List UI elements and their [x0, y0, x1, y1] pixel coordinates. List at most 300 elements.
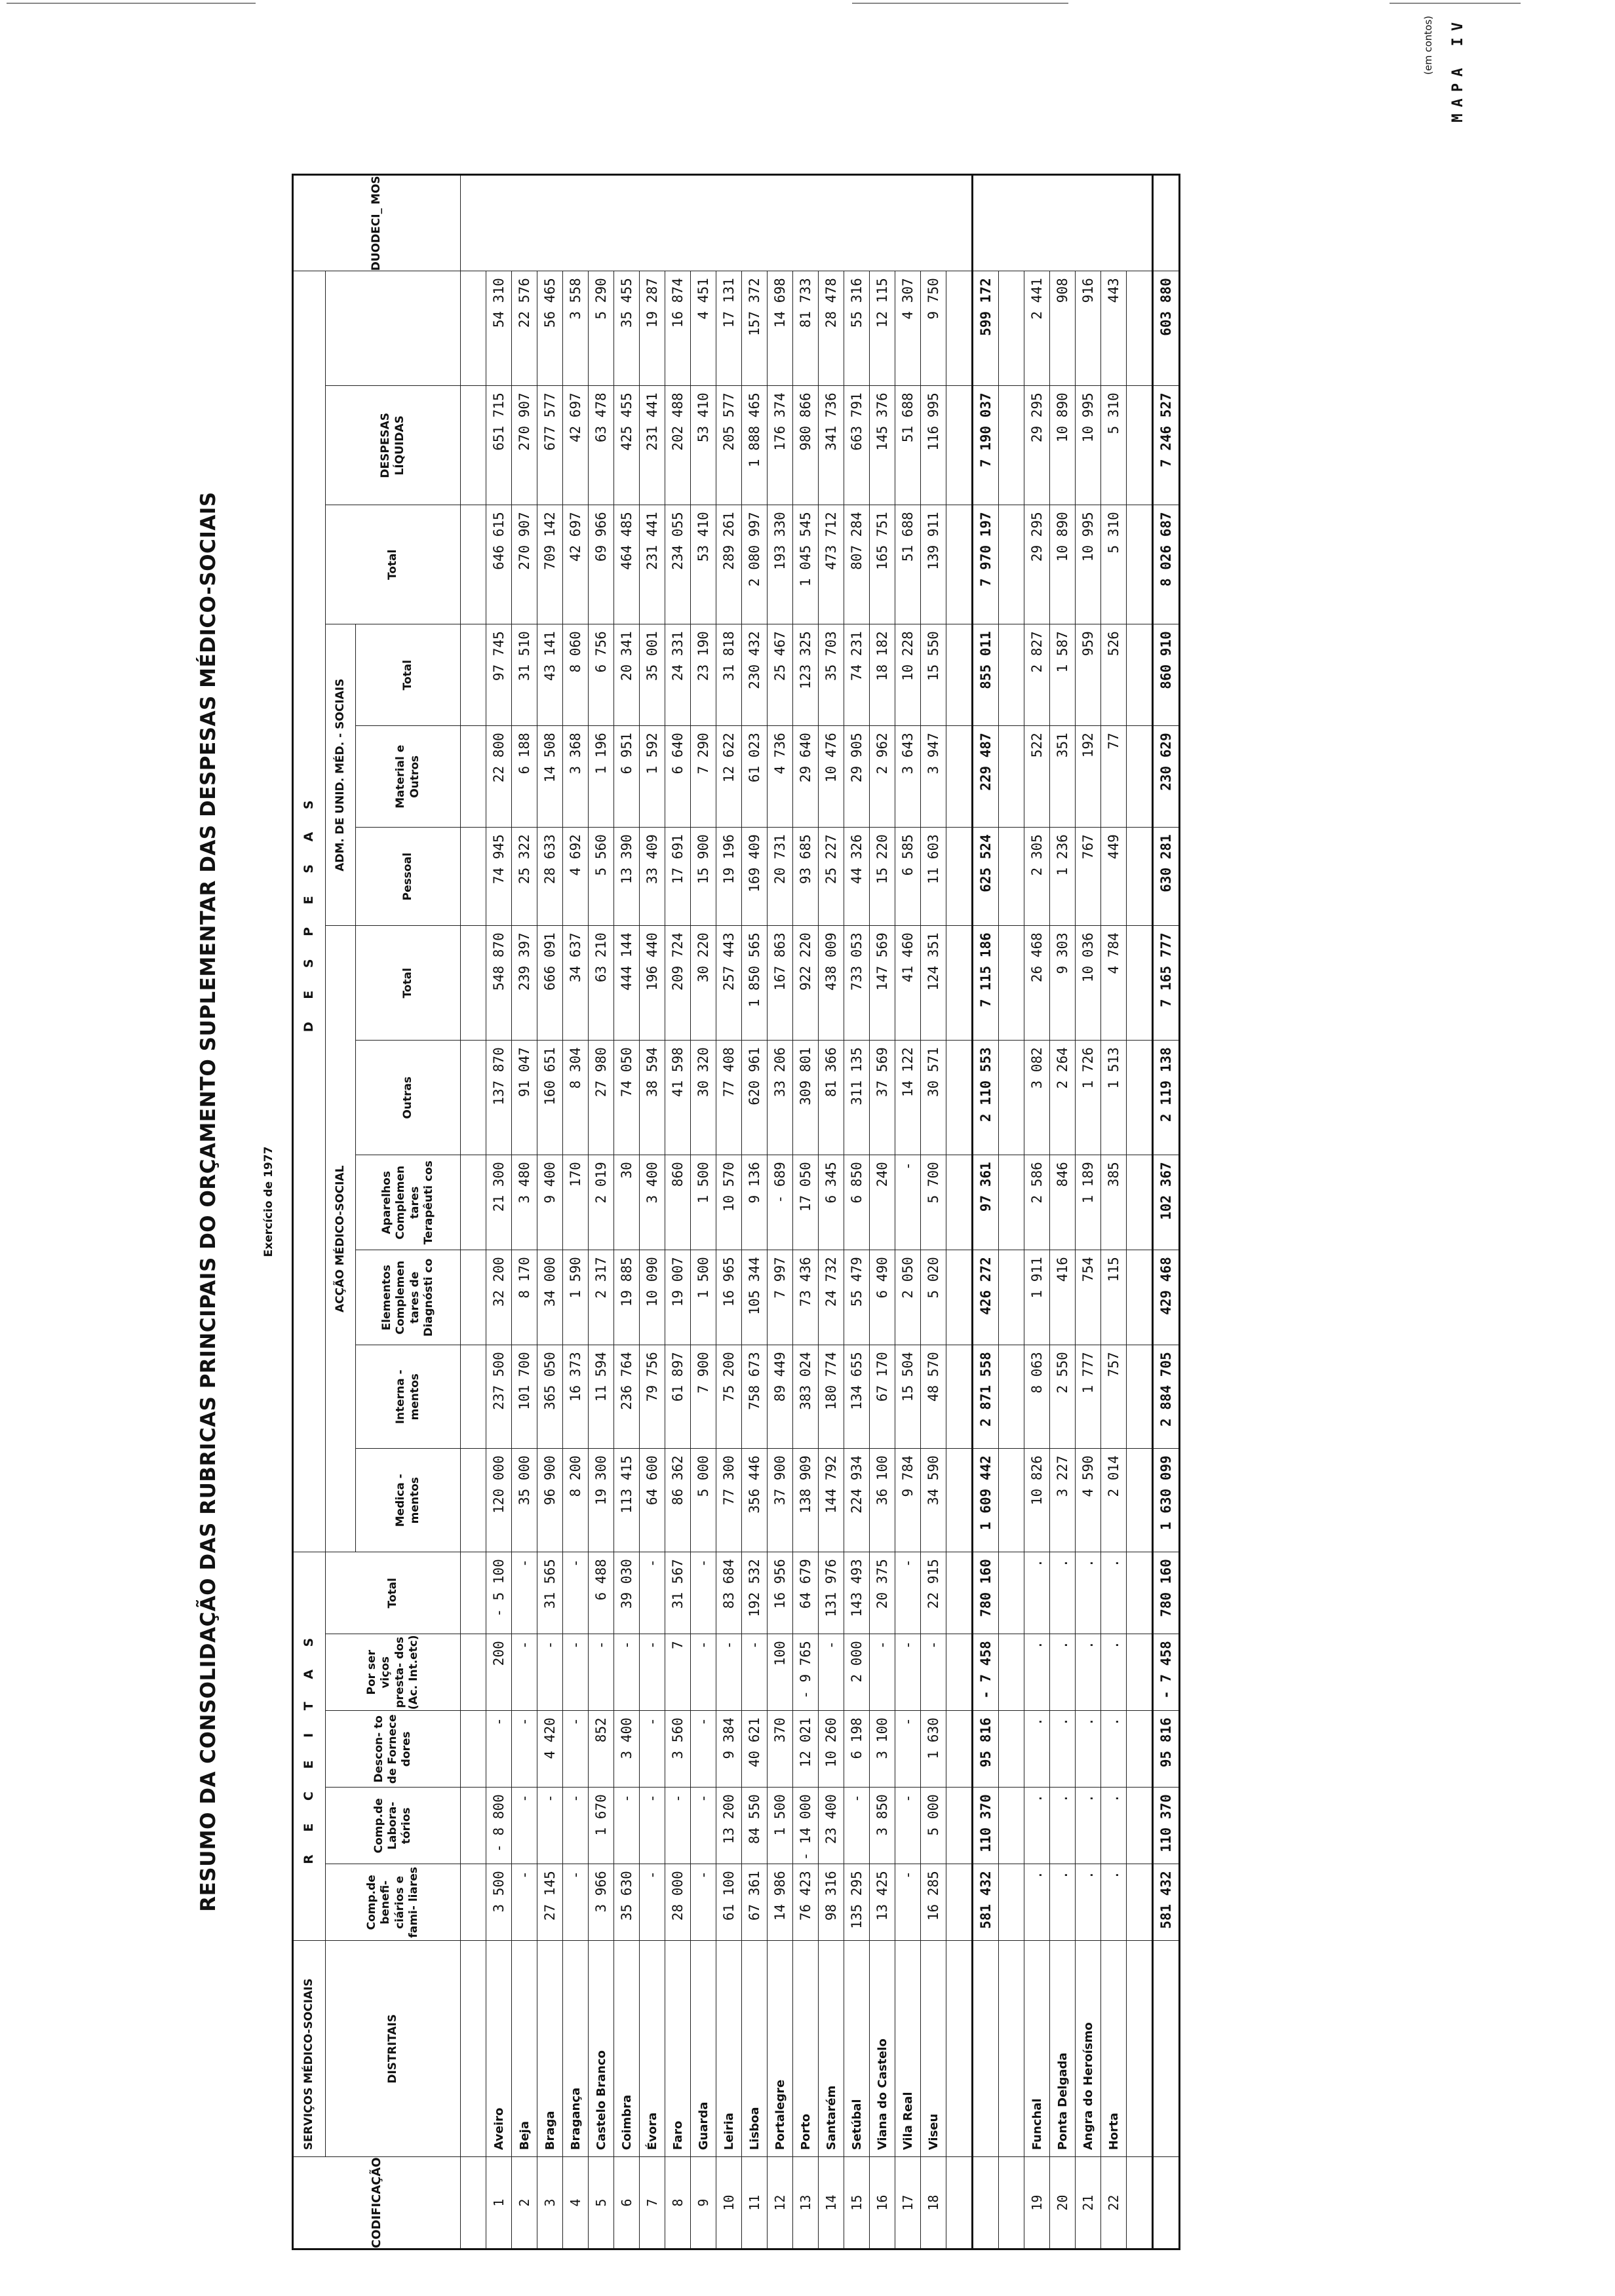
- table-cell: 147 569: [870, 926, 895, 1041]
- table-cell: 48 570: [921, 1345, 946, 1449]
- table-row: [973, 175, 999, 2249]
- table-cell: 33 206: [768, 1041, 793, 1155]
- table-row: [640, 175, 665, 2249]
- table-cell: -: [844, 1788, 870, 1864]
- empty-cell: [461, 726, 486, 828]
- table-cell: 625 524: [973, 828, 999, 926]
- table-cell: 29 295: [1024, 386, 1050, 505]
- table-cell: 240: [870, 1155, 895, 1250]
- table-cell: 1 592: [640, 726, 665, 828]
- table-row: [1153, 175, 1180, 2249]
- table-cell: 1 045 545: [793, 505, 819, 624]
- table-cell: 2 014: [1101, 1449, 1127, 1552]
- table-cell: 1 609 442: [973, 1449, 999, 1552]
- table-cell: -: [742, 1634, 768, 1711]
- unit-label: (em contos): [1422, 16, 1434, 75]
- empty-cell: [946, 726, 973, 828]
- table-cell: 16 285: [921, 1864, 946, 1941]
- table-cell: 9 384: [716, 1711, 742, 1788]
- table-cell: 123 325: [793, 624, 819, 726]
- table-cell: .: [1024, 1788, 1050, 1864]
- row-district: Angra do Heroísmo: [1076, 1941, 1101, 2157]
- table-cell: 599 172: [973, 271, 999, 386]
- table-cell: 522: [1024, 726, 1050, 828]
- table-cell: 1 630: [921, 1711, 946, 1788]
- table-cell: 237 500: [486, 1345, 512, 1449]
- servicos-prestados-header: Por ser viços presta- dos (Ac. Int.etc): [326, 1634, 461, 1711]
- row-district: Aveiro: [486, 1941, 512, 2157]
- empty-cell: [461, 1711, 486, 1788]
- empty-cell: [999, 505, 1024, 624]
- table-cell: 234 055: [665, 505, 691, 624]
- row-code: 3: [537, 2157, 563, 2249]
- table-cell: 754: [1076, 1250, 1101, 1345]
- table-cell: -: [614, 1634, 640, 1711]
- table-cell: 6 585: [895, 828, 921, 926]
- table-cell: 2 962: [870, 726, 895, 828]
- table-cell: 19 007: [665, 1250, 691, 1345]
- table-cell: 15 550: [921, 624, 946, 726]
- table-cell: -: [563, 1788, 589, 1864]
- table-row: [512, 175, 537, 2249]
- table-cell: -: [486, 1711, 512, 1788]
- table-cell: 2 305: [1024, 828, 1050, 926]
- medicamentos-header: Medica - mentos: [356, 1449, 461, 1552]
- table-cell: .: [1050, 1864, 1076, 1941]
- table-cell: 101 700: [512, 1345, 537, 1449]
- adm-unid-header: ADM. DE UNID. MÉD. - SOCIAIS: [326, 624, 356, 926]
- table-cell: 110 370: [973, 1788, 999, 1864]
- table-cell: 10 260: [819, 1711, 844, 1788]
- row-district: Faro: [665, 1941, 691, 2157]
- table-cell: 35 000: [512, 1449, 537, 1552]
- table-cell: 443: [1101, 271, 1127, 386]
- empty-cell: [461, 926, 486, 1041]
- table-row: [716, 175, 742, 2249]
- table-row: [768, 175, 793, 2249]
- table-cell: .: [1050, 1788, 1076, 1864]
- table-cell: 91 047: [512, 1041, 537, 1155]
- table-cell: 383 024: [793, 1345, 819, 1449]
- table-cell: 1 670: [589, 1788, 614, 1864]
- table-cell: -: [895, 1864, 921, 1941]
- empty-cell: [461, 271, 486, 386]
- table-cell: 425 455: [614, 386, 640, 505]
- table-cell: .: [1076, 1552, 1101, 1634]
- table-cell: -: [895, 1552, 921, 1634]
- table-cell: 8 170: [512, 1250, 537, 1345]
- empty-cell: [1127, 2157, 1153, 2249]
- row-code: 7: [640, 2157, 665, 2249]
- empty-cell: [946, 1864, 973, 1941]
- table-cell: 11 594: [589, 1345, 614, 1449]
- table-cell: 97 745: [486, 624, 512, 726]
- table-cell: 13 200: [716, 1788, 742, 1864]
- table-cell: 28 633: [537, 828, 563, 926]
- empty-cell: [1127, 1155, 1153, 1250]
- table-cell: -: [640, 1711, 665, 1788]
- spacer-row: [461, 175, 486, 2249]
- row-district: Vila Real: [895, 1941, 921, 2157]
- table-cell: 651 715: [486, 386, 512, 505]
- table-cell: 19 196: [716, 828, 742, 926]
- table-cell: -: [563, 1552, 589, 1634]
- empty-cell: [946, 1041, 973, 1155]
- table-cell: 28 000: [665, 1864, 691, 1941]
- row-district: Horta: [1101, 1941, 1127, 2157]
- empty-cell: [946, 1634, 973, 1711]
- empty-cell: [1127, 726, 1153, 828]
- table-cell: 20 375: [870, 1552, 895, 1634]
- table-cell: 2 827: [1024, 624, 1050, 726]
- table-cell: 39 030: [614, 1552, 640, 1634]
- table-cell: 14 698: [768, 271, 793, 386]
- table-cell: 69 966: [589, 505, 614, 624]
- table-cell: 1 196: [589, 726, 614, 828]
- table-cell: 40 621: [742, 1711, 768, 1788]
- table-cell: -: [895, 1711, 921, 1788]
- table-cell: 846: [1050, 1155, 1076, 1250]
- table-cell: 8 026 687: [1153, 505, 1180, 624]
- table-cell: 6 640: [665, 726, 691, 828]
- empty-cell: [1127, 1552, 1153, 1634]
- table-cell: .: [1101, 1634, 1127, 1711]
- table-row: [844, 175, 870, 2249]
- row-code: 15: [844, 2157, 870, 2249]
- table-cell: 3 368: [563, 726, 589, 828]
- empty-cell: [946, 1711, 973, 1788]
- table-cell: 24 732: [819, 1250, 844, 1345]
- table-cell: 81 366: [819, 1041, 844, 1155]
- table-cell: 32 200: [486, 1250, 512, 1345]
- row-district: Braga: [537, 1941, 563, 2157]
- table-cell: 5 290: [589, 271, 614, 386]
- table-cell: 3 400: [614, 1711, 640, 1788]
- table-cell: 2 441: [1024, 271, 1050, 386]
- table-cell: 15 900: [691, 828, 716, 926]
- table-cell: 74 231: [844, 624, 870, 726]
- table-cell: 30 571: [921, 1041, 946, 1155]
- table-cell: 37 900: [768, 1449, 793, 1552]
- table-cell: 309 801: [793, 1041, 819, 1155]
- table-cell: 13 390: [614, 828, 640, 926]
- row-district: Évora: [640, 1941, 665, 2157]
- table-cell: 10 890: [1050, 505, 1076, 624]
- row-code: 9: [691, 2157, 716, 2249]
- row-code: 18: [921, 2157, 946, 2249]
- table-cell: -: [895, 1634, 921, 1711]
- table-cell: 35 001: [640, 624, 665, 726]
- table-cell: 26 468: [1024, 926, 1050, 1041]
- despesas-header: D E S P E S A S: [293, 271, 326, 1552]
- table-cell: 5 700: [921, 1155, 946, 1250]
- table-row: [921, 175, 946, 2249]
- table-row: [742, 175, 768, 2249]
- table-cell: 160 651: [537, 1041, 563, 1155]
- spacer-row: [946, 175, 973, 2249]
- empty-cell: [946, 386, 973, 505]
- table-cell: -: [691, 1788, 716, 1864]
- table-cell: 356 446: [742, 1449, 768, 1552]
- row-code: 6: [614, 2157, 640, 2249]
- table-cell: 135 295: [844, 1864, 870, 1941]
- row-code: 20: [1050, 2157, 1076, 2249]
- table-cell: 6 188: [512, 726, 537, 828]
- table-cell: 84 550: [742, 1788, 768, 1864]
- table-cell: - 8 800: [486, 1788, 512, 1864]
- table-row: [614, 175, 640, 2249]
- table-cell: 6 756: [589, 624, 614, 726]
- table-cell: 620 961: [742, 1041, 768, 1155]
- table-cell: 61 100: [716, 1864, 742, 1941]
- table-cell: 852: [589, 1711, 614, 1788]
- table-cell: 677 577: [537, 386, 563, 505]
- table-cell: 8 060: [563, 624, 589, 726]
- table-cell: 83 684: [716, 1552, 742, 1634]
- table-cell: 7 970 197: [973, 505, 999, 624]
- table-cell: 180 774: [819, 1345, 844, 1449]
- table-cell: 23 190: [691, 624, 716, 726]
- table-cell: 96 900: [537, 1449, 563, 1552]
- table-cell: 74 050: [614, 1041, 640, 1155]
- table-cell: 20 731: [768, 828, 793, 926]
- table-cell: 257 443: [716, 926, 742, 1041]
- table-cell: 25 467: [768, 624, 793, 726]
- empty-cell: [1127, 505, 1153, 624]
- table-cell: 176 374: [768, 386, 793, 505]
- empty-cell: [461, 1788, 486, 1864]
- codificacao-header: CODIFICAÇÃO: [293, 2157, 461, 2249]
- table-cell: 42 697: [563, 505, 589, 624]
- material-outros-header: Material e Outros: [356, 726, 461, 828]
- empty-cell: [461, 386, 486, 505]
- table-cell: 73 436: [793, 1250, 819, 1345]
- table-cell: 120 000: [486, 1449, 512, 1552]
- table-cell: 1 630 099: [1153, 1449, 1180, 1552]
- table-cell: 2 586: [1024, 1155, 1050, 1250]
- row-district: Porto: [793, 1941, 819, 2157]
- table-cell: 61 023: [742, 726, 768, 828]
- table-cell: 19 885: [614, 1250, 640, 1345]
- table-cell: 548 870: [486, 926, 512, 1041]
- table-cell: 9 303: [1050, 926, 1076, 1041]
- row-code: 11: [742, 2157, 768, 2249]
- table-cell: 139 911: [921, 505, 946, 624]
- table-cell: 34 637: [563, 926, 589, 1041]
- table-cell: 24 331: [665, 624, 691, 726]
- table-cell: 20 341: [614, 624, 640, 726]
- table-row: [486, 175, 512, 2249]
- table-cell: 2 050: [895, 1250, 921, 1345]
- table-cell: 9 400: [537, 1155, 563, 1250]
- table-cell: 4 307: [895, 271, 921, 386]
- table-cell: 3 100: [870, 1711, 895, 1788]
- table-cell: 77 408: [716, 1041, 742, 1155]
- empty-cell: [999, 726, 1024, 828]
- table-row: [1101, 175, 1127, 2249]
- table-row: [1076, 175, 1101, 2249]
- empty-cell: [461, 1552, 486, 1634]
- row-district: Funchal: [1024, 1941, 1050, 2157]
- table-cell: 7 165 777: [1153, 926, 1180, 1041]
- table-cell: 270 907: [512, 505, 537, 624]
- table-cell: -: [537, 1634, 563, 1711]
- table-row: [589, 175, 614, 2249]
- table-cell: -: [691, 1711, 716, 1788]
- table-cell: 10 090: [640, 1250, 665, 1345]
- row-code: [1153, 2157, 1180, 2249]
- accao-total-header: Total: [356, 926, 461, 1041]
- table-cell: 16 373: [563, 1345, 589, 1449]
- table-cell: 41 598: [665, 1041, 691, 1155]
- table-cell: 17 050: [793, 1155, 819, 1250]
- table-cell: 709 142: [537, 505, 563, 624]
- internamentos-header: Interna - mentos: [356, 1345, 461, 1449]
- row-district: Leiria: [716, 1941, 742, 2157]
- table-cell: - 689: [768, 1155, 793, 1250]
- table-cell: - 9 765: [793, 1634, 819, 1711]
- table-cell: 7 290: [691, 726, 716, 828]
- empty-cell: [461, 1634, 486, 1711]
- despesas-total-header: Total: [326, 505, 461, 624]
- table-cell: 9 750: [921, 271, 946, 386]
- table-row: [563, 175, 589, 2249]
- table-cell: 10 036: [1076, 926, 1101, 1041]
- table-cell: 16 874: [665, 271, 691, 386]
- table-cell: 5 310: [1101, 505, 1127, 624]
- table-cell: 1 500: [691, 1155, 716, 1250]
- table-cell: .: [1101, 1711, 1127, 1788]
- empty-cell: [1127, 1041, 1153, 1155]
- table-cell: 10 890: [1050, 386, 1076, 505]
- table-cell: 3 480: [512, 1155, 537, 1250]
- table-cell: .: [1050, 1711, 1076, 1788]
- table-cell: 581 432: [973, 1864, 999, 1941]
- empty-cell: [461, 1345, 486, 1449]
- table-cell: 908: [1050, 271, 1076, 386]
- table-cell: 137 870: [486, 1041, 512, 1155]
- table-cell: 464 485: [614, 505, 640, 624]
- pessoal-header: Pessoal: [356, 828, 461, 926]
- empty-cell: [999, 1864, 1024, 1941]
- table-cell: 230 629: [1153, 726, 1180, 828]
- table-cell: 7 190 037: [973, 386, 999, 505]
- table-cell: -: [512, 1711, 537, 1788]
- table-cell: 3 558: [563, 271, 589, 386]
- adm-total-header: Total: [356, 624, 461, 726]
- table-cell: 7 115 186: [973, 926, 999, 1041]
- table-cell: 31 510: [512, 624, 537, 726]
- empty-cell: [1127, 271, 1153, 386]
- table-cell: -: [819, 1634, 844, 1711]
- table-cell: 23 400: [819, 1788, 844, 1864]
- table-cell: 192: [1076, 726, 1101, 828]
- table-cell: 9 784: [895, 1449, 921, 1552]
- row-code: [973, 2157, 999, 2249]
- table-cell: -: [716, 1634, 742, 1711]
- table-cell: 5 310: [1101, 386, 1127, 505]
- table-cell: .: [1050, 1552, 1076, 1634]
- table-cell: -: [614, 1788, 640, 1864]
- empty-cell: [461, 1155, 486, 1250]
- table-cell: 1 777: [1076, 1345, 1101, 1449]
- empty-cell: [946, 624, 973, 726]
- empty-cell: [461, 1449, 486, 1552]
- table-cell: 2 000: [844, 1634, 870, 1711]
- empty-cell: [999, 386, 1024, 505]
- table-cell: 76 423: [793, 1864, 819, 1941]
- table-cell: 30 320: [691, 1041, 716, 1155]
- row-code: 10: [716, 2157, 742, 2249]
- empty-cell: [999, 624, 1024, 726]
- row-code: 22: [1101, 2157, 1127, 2249]
- row-district: Coimbra: [614, 1941, 640, 2157]
- table-cell: 5 000: [921, 1788, 946, 1864]
- empty-cell: [1127, 1788, 1153, 1864]
- table-cell: 196 440: [640, 926, 665, 1041]
- servicos-header: SERVIÇOS MÉDICO-SOCIAIS: [293, 1941, 326, 2157]
- table-cell: 630 281: [1153, 828, 1180, 926]
- table-cell: 3 947: [921, 726, 946, 828]
- table-cell: 17 691: [665, 828, 691, 926]
- table-cell: -: [640, 1864, 665, 1941]
- table-cell: -: [512, 1634, 537, 1711]
- table-cell: 31 818: [716, 624, 742, 726]
- table-cell: 3 082: [1024, 1041, 1050, 1155]
- table-cell: -: [691, 1864, 716, 1941]
- table-cell: 230 432: [742, 624, 768, 726]
- row-district: Castelo Branco: [589, 1941, 614, 2157]
- table-cell: .: [1101, 1788, 1127, 1864]
- empty-cell: [1127, 1634, 1153, 1711]
- table-cell: 231 441: [640, 386, 665, 505]
- empty-cell: [999, 1449, 1024, 1552]
- table-cell: 27 145: [537, 1864, 563, 1941]
- table-cell: 11 603: [921, 828, 946, 926]
- row-district: Beja: [512, 1941, 537, 2157]
- table-cell: 79 756: [640, 1345, 665, 1449]
- row-code: 16: [870, 2157, 895, 2249]
- table-cell: 1 590: [563, 1250, 589, 1345]
- table-cell: 116 995: [921, 386, 946, 505]
- table-cell: 105 344: [742, 1250, 768, 1345]
- table-cell: 19 287: [640, 271, 665, 386]
- table-cell: 63 478: [589, 386, 614, 505]
- table-cell: 74 945: [486, 828, 512, 926]
- table-cell: 2 110 553: [973, 1041, 999, 1155]
- empty-cell: [1127, 1250, 1153, 1345]
- map-label: MAPA IV: [1450, 16, 1466, 123]
- table-cell: 200: [486, 1634, 512, 1711]
- table-cell: 860 910: [1153, 624, 1180, 726]
- table-cell: 16 956: [768, 1552, 793, 1634]
- table-cell: 1 513: [1101, 1041, 1127, 1155]
- table-cell: -: [665, 1788, 691, 1864]
- table-cell: 3 227: [1050, 1449, 1076, 1552]
- table-cell: 10 570: [716, 1155, 742, 1250]
- table-cell: 67 361: [742, 1864, 768, 1941]
- table-cell: 61 897: [665, 1345, 691, 1449]
- empty-cell: [461, 828, 486, 926]
- desconto-fornecedores-header: Descon- to de Fornece dores: [326, 1711, 461, 1788]
- row-code: 2: [512, 2157, 537, 2249]
- table-cell: .: [1024, 1864, 1050, 1941]
- table-cell: 3 850: [870, 1788, 895, 1864]
- table-cell: 426 272: [973, 1250, 999, 1345]
- table-cell: 55 479: [844, 1250, 870, 1345]
- empty-cell: [999, 1711, 1024, 1788]
- table-cell: .: [1076, 1788, 1101, 1864]
